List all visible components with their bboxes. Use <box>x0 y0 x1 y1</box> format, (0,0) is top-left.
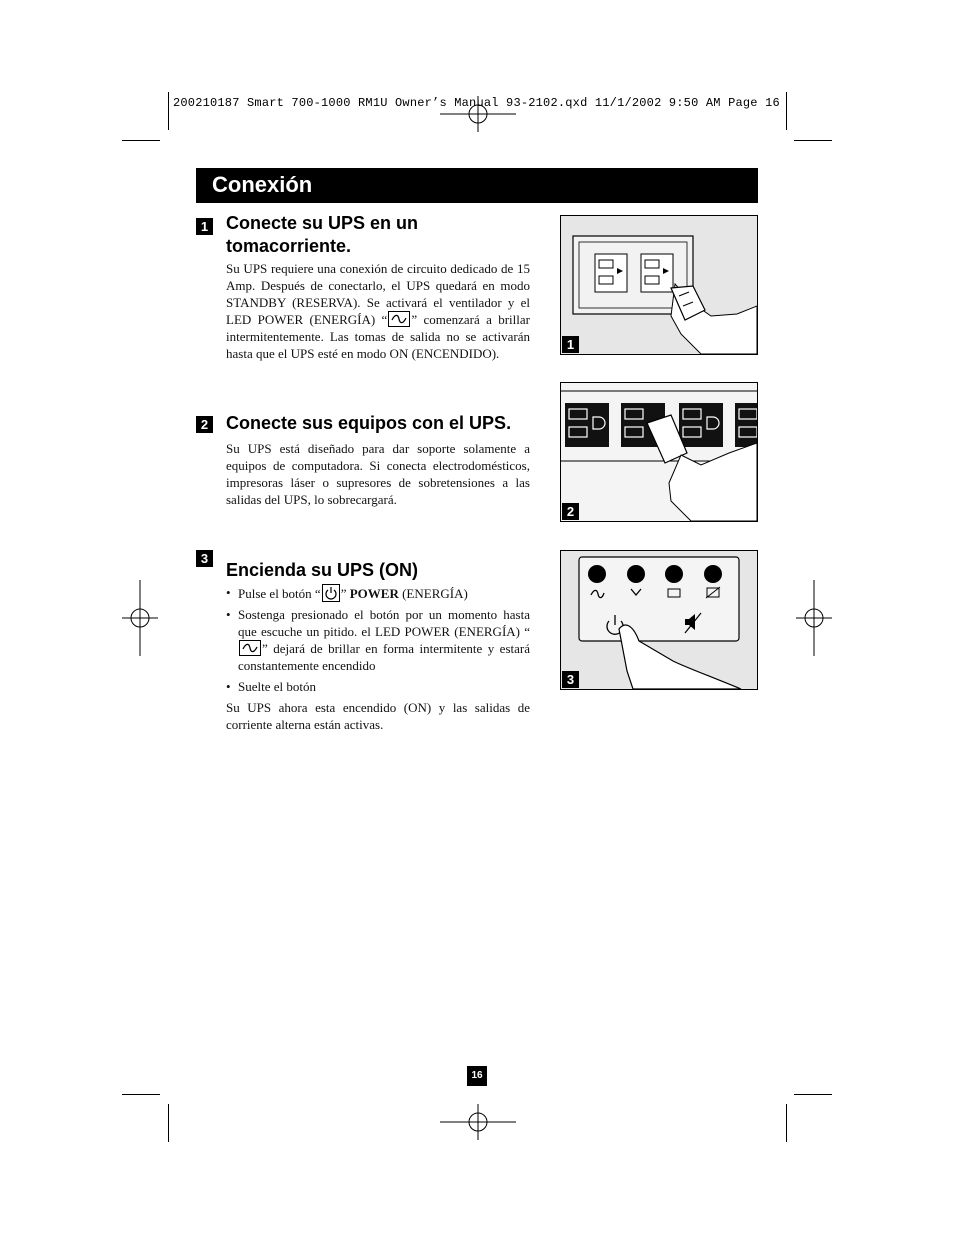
page-number: 16 <box>467 1066 487 1086</box>
figure-number-badge: 3 <box>562 671 579 688</box>
crop-mark <box>168 1104 169 1142</box>
figure-wall-outlet <box>560 215 758 355</box>
crop-mark <box>168 92 169 130</box>
page-title: Conexión <box>212 172 313 197</box>
sine-wave-icon <box>239 640 261 656</box>
figure-number-badge: 2 <box>562 503 579 520</box>
registration-mark-icon <box>122 580 158 656</box>
registration-mark-icon <box>440 1104 516 1140</box>
crop-mark <box>786 1104 787 1142</box>
step-3-text: • Pulse el botón “ ” POWER (ENERGÍA) • Sostenga presionado el botón por un momento hasta que escuche un pitido. el LED POWER (ENERGÍA) “ ” dejará de brillar en forma intermitente y estará constantemente encendido • Suelte el botón Su UPS ahora esta encendido (ON) y las salidas de corriente alterna están activas. <box>226 584 530 733</box>
step-2-text: Su UPS está diseñado para dar soporte solamente a equipos de computadora. Si conecta electrodomésticos, impresoras láser o supresores de sobretensiones a las salidas del UPS, lo sobrecargará. <box>226 441 530 507</box>
figure-front-panel <box>560 550 758 690</box>
crop-mark <box>794 140 832 141</box>
step-1-heading: Conecte su UPS en un tomacorriente. <box>226 213 419 256</box>
step-number-badge: 2 <box>196 416 213 433</box>
crop-mark <box>122 1094 160 1095</box>
step-number-badge: 3 <box>196 550 213 567</box>
list-item: • Sostenga presionado el botón por un momento hasta que escuche un pitido. el LED POWER (ENERGÍA) “ ” dejará de brillar en forma intermitente y estará constantemente encendido <box>226 606 530 674</box>
step-3-heading: Encienda su UPS (ON) <box>226 560 419 580</box>
crop-mark <box>122 140 160 141</box>
crop-mark <box>794 1094 832 1095</box>
figure-number-badge: 1 <box>562 336 579 353</box>
print-slug: 200210187 Smart 700-1000 RM1U Owner’s Manual 93-2102.qxd 11/1/2002 9:50 AM Page 16 <box>173 96 780 110</box>
power-icon <box>322 584 340 602</box>
list-item: • Pulse el botón “ ” POWER (ENERGÍA) <box>226 584 530 602</box>
step-2-heading: Conecte sus equipos con el UPS. <box>226 413 512 433</box>
registration-mark-icon <box>796 580 832 656</box>
step-number-badge: 1 <box>196 218 213 235</box>
list-item: • Suelte el botón <box>226 678 530 695</box>
step-1-text: Su UPS requiere una conexión de circuito dedicado de 15 Amp. Después de conectarlo, el UPS quedará en modo STANDBY (RESERVA). Se activará el ventilador y el LED POWER (ENERGÍA) “ ” comenzará a brillar intermitentemente. Las tomas de salida no se activarán hasta que el UPS esté en modo ON (ENCENDIDO). <box>226 261 530 361</box>
section-title-bar <box>196 168 758 203</box>
sine-wave-icon <box>388 311 410 327</box>
figure-ups-outlets <box>560 382 758 522</box>
